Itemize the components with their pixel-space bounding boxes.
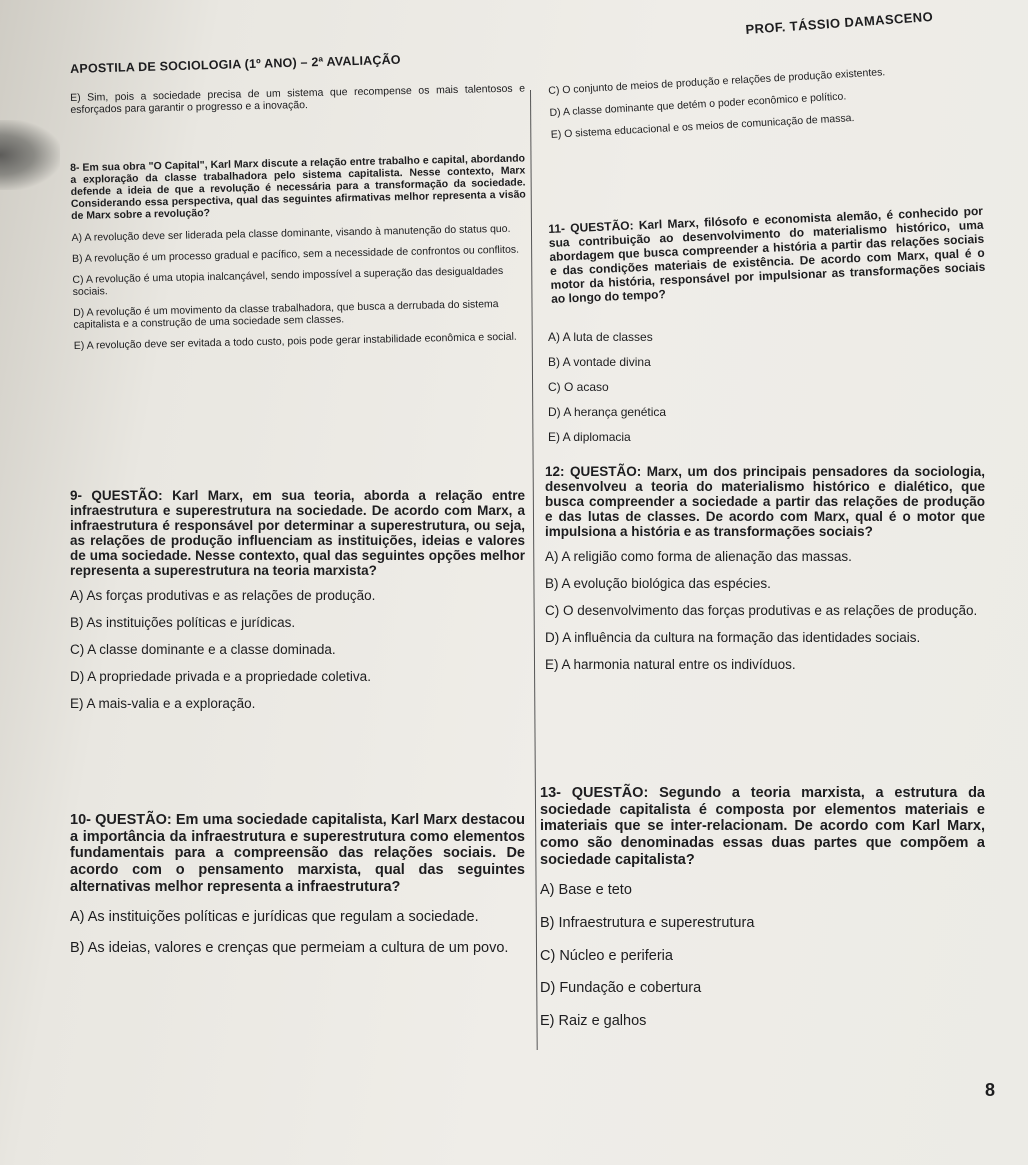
question-13-option-a: A) Base e teto [540,882,632,899]
page-fold-shadow [0,120,60,190]
question-12-option-b: B) A evolução biológica das espécies. [545,576,771,591]
question-9-option-b: B) As instituições políticas e jurídicas. [70,615,296,630]
question-9-option-d: D) A propriedade privada e a propriedade coletiva. [70,669,371,684]
question-8-text: 8- Em sua obra "O Capital", Karl Marx discute a relação entre trabalho e capital, abordando a exploração da classe trabalhadora pelo sistema capitalista. Nesse contexto, Marx defende a ideia de que a revolução é necessária para a transformação da sociedade. Considerando essa perspectiva, qual das seguintes afirmativas melhor representa a visão de Marx sobre a revolução? [70,152,526,222]
column-divider [530,90,538,1050]
question-11 [548,204,987,316]
question-9-option-a: A) As forças produtivas e as relações de produção. [70,588,376,603]
prev-option-c: C) O conjunto de meios de produção e relações de produção existentes. [548,66,886,97]
question-10 [70,812,525,966]
question-9-option-e: E) A mais-valia e a exploração. [70,696,256,711]
question-8-option-b: B) A revolução é um processo gradual e pacífico, sem a necessidade de confrontos ou conflitos. [71,243,520,265]
page-number: 8 [985,1080,996,1100]
question-13-text: 13- QUESTÃO: Segundo a teoria marxista, a estrutura da sociedade capitalista é composta por elementos materiais e imateriais que se inter-relacionam. De acordo com Karl Marx, como são denominadas essas duas partes que compõem a sociedade capitalista? [540,785,985,868]
question-8 [70,152,529,360]
right-top-block [548,61,986,151]
question-12-text: 12: QUESTÃO: Marx, um dos principais pensadores da sociologia, desenvolveu a teoria do materialismo histórico e dialético, que busca compreender a sociedade a partir das relações de produção e das lutas de classes. De acordo com Marx, qual é o motor que impulsiona a história e as transformações sociais? [545,464,985,539]
left-top-block [70,82,526,126]
question-11-options [548,330,983,455]
question-13-option-e: E) Raiz e galhos [540,1013,647,1030]
question-12-option-d: D) A influência da cultura na formação das identidades sociais. [545,630,921,645]
question-13-option-c: C) Núcleo e periferia [540,947,673,964]
question-10-text: 10- QUESTÃO: Em uma sociedade capitalista, Karl Marx destacou a importância da infraestrutura e superestrutura como elementos fundamentais para a compreensão das relações sociais. De acordo com o pensamento marxista, qual das seguintes alternativas melhor representa a infraestrutura? [70,812,525,895]
question-9-text: 9- QUESTÃO: Karl Marx, em sua teoria, aborda a relação entre infraestrutura e superestrutura na sociedade. De acordo com Marx, a infraestrutura é responsável por determinar a superestrutura, ou seja, as relações de produção influenciam as instituições, ideias e valores de uma sociedade. Nesse contexto, qual das seguintes opções melhor representa a superestrutura na teoria marxista? [70,488,525,578]
teacher-name: PROF. TÁSSIO DAMASCENO [745,8,934,37]
question-12 [545,464,985,684]
question-11-text: 11- QUESTÃO: Karl Marx, filósofo e economista alemão, é conhecido por sua contribuição ao desenvolvimento do materialismo histórico, uma abordagem que busca compreender a história a partir das relações sociais e das condições materiais de existência. De acordo com Marx, qual é o motor da história, responsável por impulsionar as transformações sociais ao longo do tempo? [548,203,986,306]
question-12-option-a: A) A religião como forma de alienação das massas. [545,549,852,564]
question-11-option-c: C) O acaso [548,380,609,394]
question-13 [540,785,985,1039]
question-8-option-c: C) A revolução é uma utopia inalcançável, sendo impossível a superação das desigualdades sociais. [72,264,504,298]
question-11-option-d: D) A herança genética [548,405,667,419]
question-11-option-b: B) A vontade divina [548,355,651,369]
question-10-option-b: B) As ideias, valores e crenças que permeiam a cultura de um povo. [70,940,509,957]
question-10-option-a: A) As instituições políticas e jurídicas que regulam a sociedade. [70,909,479,926]
question-8-option-e: E) A revolução deve ser evitada a todo custo, pois pode gerar instabilidade econômica e social. [73,330,517,352]
document-title: APOSTILA DE SOCIOLOGIA (1º ANO) – 2ª AVALIAÇÃO [70,52,401,76]
question-9 [70,488,525,723]
question-13-option-d: D) Fundação e cobertura [540,980,702,997]
question-12-option-e: E) A harmonia natural entre os indivíduos. [545,657,796,672]
question-11-option-e: E) A diplomacia [548,430,631,444]
question-8-option-a: A) A revolução deve ser liderada pela classe dominante, visando à manutenção do status quo. [71,222,511,244]
question-12-option-c: C) O desenvolvimento das forças produtivas e as relações de produção. [545,603,978,618]
question-11-option-a: A) A luta de classes [548,330,653,344]
question-8-option-d: D) A revolução é um movimento da classe trabalhadora, que busca a derrubada do sistema capitalista e a construção de uma sociedade sem classes. [73,298,499,331]
prev-option-e: E) O sistema educacional e os meios de comunicação de massa. [550,111,855,141]
prev-option-e: E) Sim, pois a sociedade precisa de um sistema que recompense os mais talentosos e esforçados para garantir o progresso e a inovação. [70,82,526,116]
question-13-option-b: B) Infraestrutura e superestrutura [540,915,755,932]
question-9-option-c: C) A classe dominante e a classe dominada. [70,642,336,657]
prev-option-d: D) A classe dominante que detém o poder econômico e político. [549,90,847,119]
